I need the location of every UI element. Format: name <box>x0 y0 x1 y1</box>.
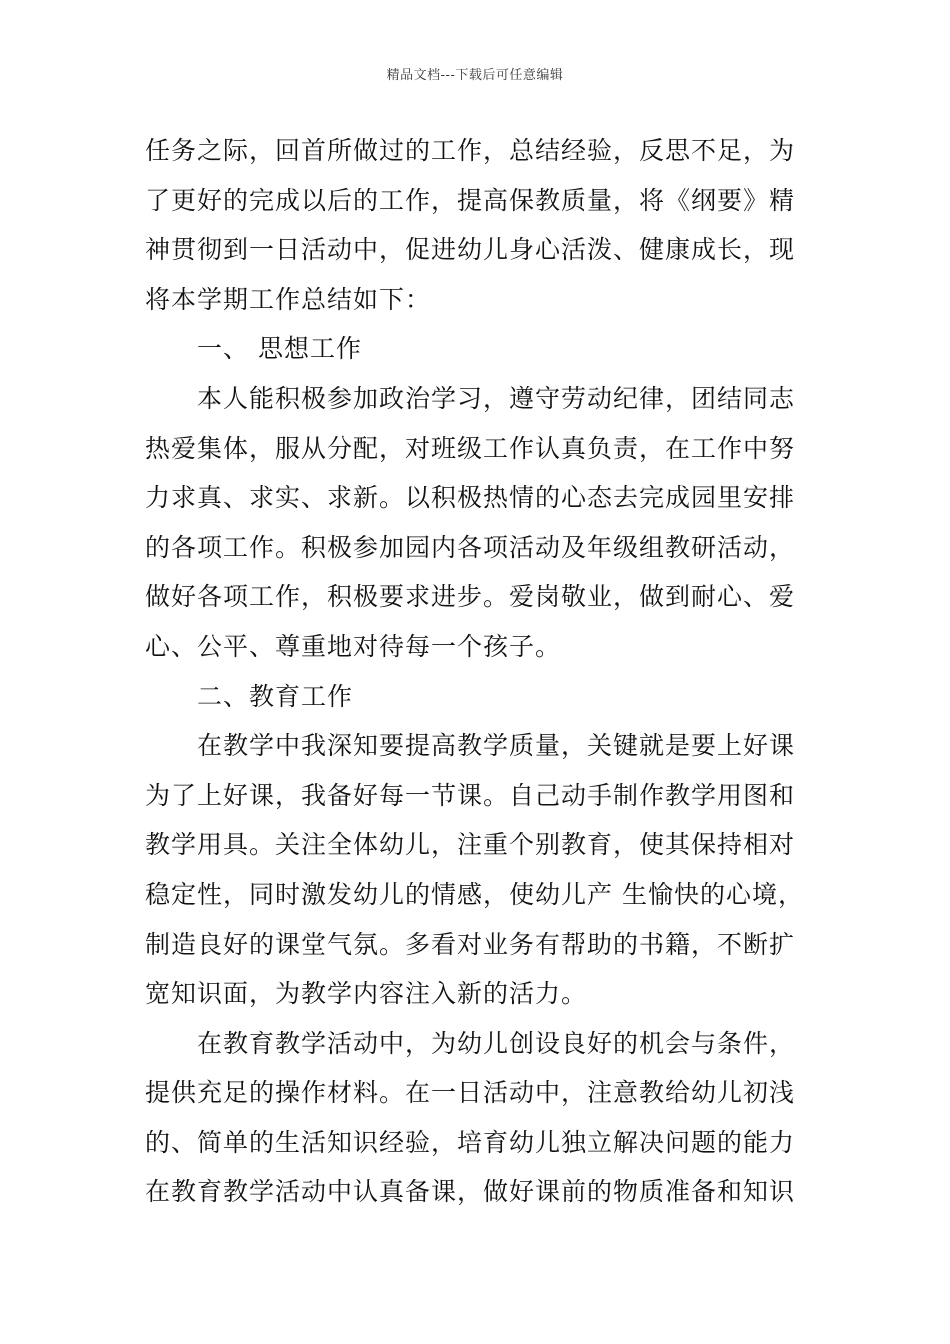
text-line: 制造良好的课堂气氛。多看对业务有帮助的书籍，不断扩 <box>145 929 796 959</box>
section-heading: 二、教育工作 <box>197 681 354 711</box>
text-line: 的各项工作。积极参加园内各项活动及年级组教研活动， <box>145 532 796 562</box>
text-line: 在教育教学活动中，为幼儿创设良好的机会与条件， <box>197 1028 796 1058</box>
text-line: 本人能积极参加政治学习，遵守劳动纪律，团结同志 <box>197 383 796 413</box>
text-line: 提供充足的操作材料。在一日活动中，注意教给幼儿初浅 <box>145 1078 796 1108</box>
text-line: 力求真、求实、求新。以积极热情的心态去完成园里安排 <box>145 483 796 513</box>
text-line: 做好各项工作，积极要求进步。爱岗敬业，做到耐心、爱 <box>145 582 796 612</box>
text-line: 了更好的完成以后的工作，提高保教质量，将《纲要》精 <box>145 185 796 215</box>
text-line: 任务之际，回首所做过的工作，总结经验，反思不足，为 <box>145 136 796 165</box>
document-body <box>145 126 810 1217</box>
text-line: 的、简单的生活知识经验，培育幼儿独立解决问题的能力 <box>145 1127 796 1157</box>
text-line: 教学用具。关注全体幼儿，注重个别教育，使其保持相对 <box>145 830 796 860</box>
text-line: 为了上好课，我备好每一节课。自己动手制作教学用图和 <box>145 780 796 810</box>
text-line: 稳定性，同时激发幼儿的情感，使幼儿产 生愉快的心境， <box>145 879 804 909</box>
text-line: 神贯彻到一日活动中，促进幼儿身心活泼、健康成长，现 <box>145 235 796 265</box>
text-line: 在教育教学活动中认真备课，做好课前的物质准备和知识 <box>145 1177 796 1207</box>
text-line: 心、公平、尊重地对待每一个孩子。 <box>145 631 562 661</box>
section-heading: 一、 思想工作 <box>197 334 362 364</box>
text-line: 热爱集体，服从分配，对班级工作认真负责，在工作中努 <box>145 433 796 463</box>
page-header: 精品文档---下载后可任意编辑 <box>386 68 564 83</box>
text-line: 在教学中我深知要提高教学质量，关键就是要上好课 <box>197 731 796 761</box>
text-line: 将本学期工作总结如下： <box>145 284 432 314</box>
text-line: 宽知识面，为教学内容注入新的活力。 <box>145 979 588 1009</box>
